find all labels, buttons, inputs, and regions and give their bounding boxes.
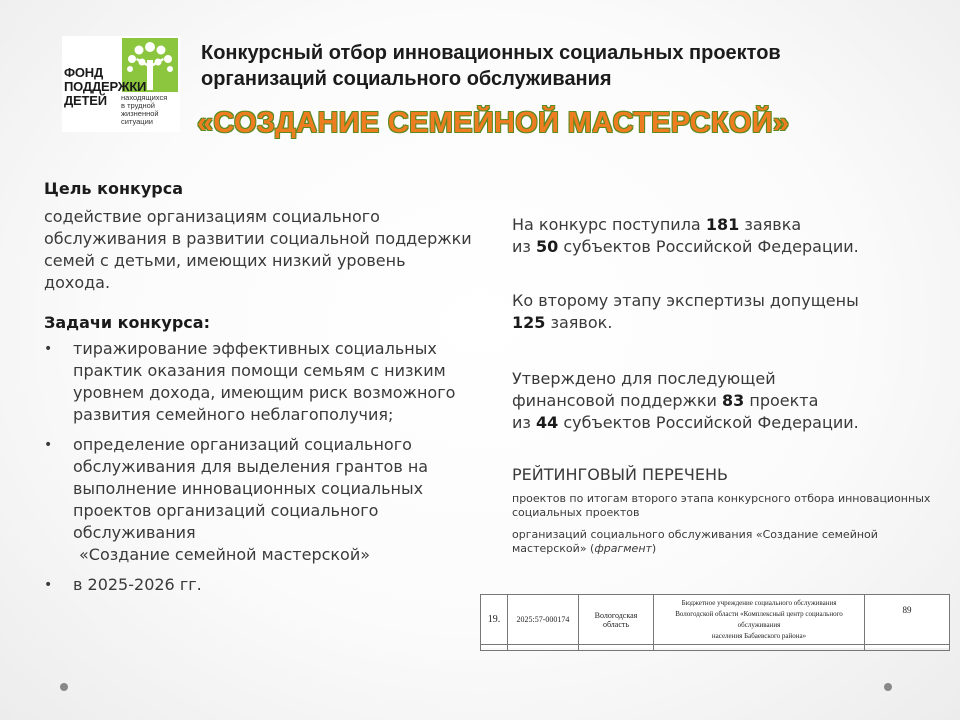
stat-applications: [512, 214, 859, 258]
cell-score: 89: [865, 595, 950, 645]
list-item: [44, 338, 474, 426]
bullet-icon: •: [44, 341, 53, 357]
cell-empty: [579, 645, 654, 651]
list-item: [44, 574, 474, 596]
ranking-text-italic: фрагмент: [594, 542, 652, 555]
stat-number: 83: [722, 391, 745, 410]
fund-logo: [62, 36, 180, 132]
cell-organization: [654, 595, 865, 645]
logo-sub-line: жизненной: [121, 109, 159, 118]
ranking-subtitle: проектов по итогам второго этапа конкурсного отбора инновационных социальных проектов: [512, 492, 931, 519]
table-row: [481, 645, 950, 651]
decorative-dot: [60, 683, 68, 691]
list-item: [44, 434, 474, 566]
stat-text: субъектов Российской Федерации.: [558, 237, 859, 256]
logo-line: ФОНД: [64, 65, 104, 80]
logo-line: ДЕТЕЙ: [64, 93, 107, 108]
cell-empty: [654, 645, 865, 651]
tasks-list: [44, 338, 474, 596]
ranking-subtitle-2: [512, 528, 932, 556]
org-line: Вологодской области «Комплексный центр социального обслуживания: [675, 609, 843, 629]
decorative-dot: [884, 683, 892, 691]
cell-code: 2025:57-000174: [508, 595, 579, 645]
task-text: в 2025-2026 гг.: [73, 575, 202, 594]
stat-text: Ко второму этапу экспертизы допущены: [512, 291, 859, 310]
stat-text: заявка: [739, 215, 802, 234]
stat-number: 44: [536, 413, 559, 432]
title-line: Конкурсный отбор инновационных социальных проектов: [201, 42, 781, 64]
stat-number: 50: [536, 237, 559, 256]
goal-text: содействие организациям социального обслуживания в развитии социальной поддержки семей с детьми, имеющих низкий уровень дохода.: [44, 207, 472, 292]
rating-table-fragment: [480, 594, 950, 648]
goal-heading: Цель конкурса: [44, 179, 184, 198]
stat-approved: [512, 368, 859, 434]
task-text-extra: «Создание семейной мастерской»: [79, 545, 371, 564]
stat-text: Утверждено для последующей: [512, 369, 776, 388]
stat-text: проекта: [744, 391, 819, 410]
task-text: определение организаций социального обслуживания для выделения грантов на выполнение инновационных социальных проектов организаций социального обслуживания: [73, 435, 429, 542]
cell-empty: [508, 645, 579, 651]
logo-subtitle: [121, 94, 167, 126]
ranking-title: РЕЙТИНГОВЫЙ ПЕРЕЧЕНЬ: [512, 465, 728, 484]
stat-text: заявок.: [545, 313, 613, 332]
ranking-text: организаций социального обслуживания «Создание семейной мастерской» (: [512, 528, 878, 555]
cell-row-number: 19.: [481, 595, 508, 645]
table-row: [481, 595, 950, 645]
org-line: населения Бабаевского района»: [711, 631, 807, 640]
page-title: [201, 40, 921, 92]
org-line: Бюджетное учреждение социального обслуживания: [681, 598, 837, 607]
stat-text: финансовой поддержки: [512, 391, 723, 410]
left-column: [44, 178, 474, 604]
stat-text: субъектов Российской Федерации.: [558, 413, 859, 432]
stat-number: 181: [705, 215, 740, 234]
stat-text: из: [512, 413, 536, 432]
title-line: организаций социального обслуживания: [201, 68, 612, 90]
stat-number: 125: [512, 313, 546, 332]
contest-name: «СОЗДАНИЕ СЕМЕЙНОЙ МАСТЕРСКОЙ»: [197, 107, 790, 139]
stat-text: из: [512, 237, 536, 256]
logo-sub-line: в трудной: [121, 101, 155, 110]
ranking-text: ): [651, 542, 657, 555]
bullet-icon: •: [44, 577, 53, 593]
stat-admitted: [512, 290, 859, 334]
stat-text: На конкурс поступила: [512, 215, 706, 234]
bullet-icon: •: [44, 437, 53, 453]
task-text: тиражирование эффективных социальных практик оказания помощи семьям с низким уровнем дохода, имеющим риск возможного развития семейного неблагополучия;: [73, 339, 456, 424]
cell-region: Вологодская область: [579, 595, 654, 645]
logo-sub-line: ситуации: [121, 117, 153, 126]
cell-empty: [481, 645, 508, 651]
logo-line: ПОДДЕРЖКИ: [64, 79, 147, 94]
cell-empty: [865, 645, 950, 651]
tasks-heading: Задачи конкурса:: [44, 313, 210, 332]
logo-sub-line: находящихся: [121, 93, 168, 102]
